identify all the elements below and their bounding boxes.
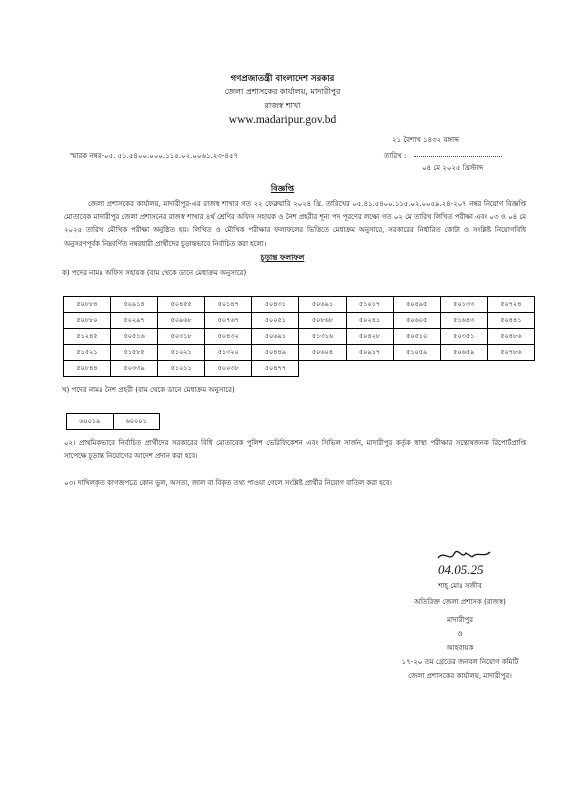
post2-table <box>66 413 160 430</box>
notice-paragraph: জেলা প্রশাসকের কার্যালয়, মাদারীপুর-এর রাজস্ব শাখার গত ২২ ফেব্রুয়ারি ২০২৪ খ্রি. তারিখের ০৫.৪১.৫৪০০.১১৫.০২.০০৫৯.২৪-২০৭ নম্বর নিয়োগ বিজ্ঞপ্তি মোতাবেক মাদারীপুর জেলা প্রশাসনের রাজস্ব শাখার ৪র্থ শ্রেণির অফিস সহায়ক ও নৈশ প্রহরীর শূন্য পদ পূরণের লক্ষ্যে গত ০২ মে তারিখ লিখিত পরীক্ষা এবং ০৩ ও ০৪ মে ২০২৫ তারিখ মৌখিক পরীক্ষা অনুষ্ঠিত হয়। লিখিত ও মৌখিক পরীক্ষার ফলাফলের ভিত্তিতে মেধাক্রম অনুসারে, সরকারের নির্ধারিত কোটা ও সংশ্লিষ্ট নিয়োগবিধি অনুসরণপূর্বক নিম্নবর্ণিত নম্বরধারী প্রার্থীদের চূড়ান্তভাবে নির্বাচিত করা হলো। <box>64 200 526 248</box>
roll-cell: ৫০৭২৪ <box>487 297 534 313</box>
roll-cell: ৫০৪৩২ <box>205 329 252 345</box>
roll-cell: ৫০৬৯১ <box>252 329 299 345</box>
roll-cell: ৫০৬০৪ <box>299 345 346 361</box>
roll-cell: ৫০৫১৬ <box>111 329 158 345</box>
table-row <box>64 345 535 361</box>
roll-cell: ৫০৪৮৬ <box>487 329 534 345</box>
table-row <box>64 297 535 313</box>
table-row <box>64 329 535 345</box>
signer-name: শাহ্ মোঃ সজীব <box>438 582 482 590</box>
signer-designation: অতিরিক্ত জেলা প্রশাসক (রাজস্ব) <box>414 598 506 606</box>
roll-cell: ৫০১৪৭ <box>205 297 252 313</box>
date-bangla: ২১ বৈশাখ ১৪৩২ বঙ্গাব্দ <box>392 136 459 144</box>
signature-date: 04.05.25 <box>438 562 484 577</box>
memo-number: স্মারক নম্বর-০৫. ৫১.৫৪০০.০০০.১১৫.০২.০০৬১.২৩-৪৫৭ <box>70 152 239 160</box>
signer-convener: আহবায়ক <box>446 644 474 652</box>
roll-cell: ৫০৮৪৪ <box>64 361 111 377</box>
empty-cell <box>346 361 393 377</box>
roll-cell: ৫১৬৪৩ <box>440 313 487 329</box>
roll-cell: ৫০৩৫১ <box>440 329 487 345</box>
signature-image <box>432 548 516 578</box>
roll-cell: ৫০৮৮০ <box>64 313 111 329</box>
date-english: ০৪ মে ২০২৫ খ্রিস্টাব্দ <box>422 164 484 172</box>
roll-cell: ৫০৪৭৭ <box>252 361 299 377</box>
roll-cell: ৫১৫৮৫ <box>111 345 158 361</box>
govt-title: গণপ্রজাতন্ত্রী বাংলাদেশ সরকার <box>230 74 335 84</box>
post2-label: খ) পদের নামঃ নৈশ প্রহরী (বাম থেকে ডানে মেধাক্রম অনুসারে) <box>62 386 235 394</box>
roll-cell: ৫০১৩৩ <box>440 297 487 313</box>
roll-cell: ৫০৪৩১ <box>252 297 299 313</box>
roll-cell: ৫০৬৯১ <box>299 297 346 313</box>
empty-cell <box>487 361 534 377</box>
signer-and: ও <box>457 630 463 638</box>
roll-cell: ৫০৩৩৯ <box>111 361 158 377</box>
date-label: তারিখ : <box>384 152 407 160</box>
roll-cell: ৫০৭৮৬ <box>487 345 534 361</box>
signer-office: জেলা প্রশাসকের কার্যালয়, মাদারীপুর। <box>408 672 512 680</box>
roll-cell: ৫০৩১৮ <box>158 329 205 345</box>
website-link[interactable]: www.madaripur.gov.bd <box>228 114 337 126</box>
roll-cell: ৫০৯৬৮ <box>158 313 205 329</box>
date-rule <box>414 156 502 157</box>
office-name: জেলা প্রশাসকের কার্যালয়, মাদারীপুর <box>224 87 341 96</box>
table-row <box>64 313 535 329</box>
table-row <box>64 361 535 377</box>
roll-cell: ৫০৬৫৯ <box>440 345 487 361</box>
empty-cell <box>440 361 487 377</box>
roll-cell: ৫০২৪১ <box>346 313 393 329</box>
empty-cell <box>299 361 346 377</box>
section-name: রাজস্ব শাখা <box>264 101 301 110</box>
post1-table <box>63 296 535 377</box>
roll-cell: ৬০০০১ <box>113 414 160 430</box>
roll-cell: ৫০০৩৮ <box>205 361 252 377</box>
condition-2: ০২। প্রাথমিকভাবে নির্বাচিত প্রার্থীদের সরকারের বিধি মোতাবেক পুলিশ ভেরিফিকেশন এবং সিভিল সার্জন, মাদারীপুর কর্তৃক স্বাস্থ্য পরীক্ষার সন্তোষজনক রিপোর্টপ্রাপ্তি সাপেক্ষে চূড়ান্ত নিয়োগের আদেশ প্রদান করা হবে। <box>64 439 526 461</box>
roll-cell: ৫০৭৬৭ <box>205 313 252 329</box>
roll-cell: ৫০৪৫৫ <box>158 297 205 313</box>
roll-cell: ৫১০৫৯ <box>393 345 440 361</box>
roll-cell: ৫০৯১৪ <box>111 297 158 313</box>
roll-cell: ৫১৩১৬ <box>299 329 346 345</box>
roll-cell: ৫১৫২১ <box>64 345 111 361</box>
roll-cell: ৫১০২১ <box>158 345 205 361</box>
roll-cell: ৫০০৫১ <box>252 313 299 329</box>
roll-cell: ৫১০১১ <box>158 361 205 377</box>
signer-place: মাদারীপুর <box>446 616 474 624</box>
roll-cell: ৬০০১৯ <box>67 414 114 430</box>
signer-committee: ১৭-২০ তম গ্রেডের জনবল নিয়োগ কমিটি <box>401 658 519 666</box>
roll-cell: ৫০৯১৭ <box>346 345 393 361</box>
roll-cell: ৫০৮৬৮ <box>299 313 346 329</box>
roll-cell: ৫০৫১০ <box>393 329 440 345</box>
notice-title: বিজ্ঞপ্তি <box>270 184 295 193</box>
roll-cell: ৫১৩২০ <box>205 345 252 361</box>
roll-cell: ৫০৪২৮ <box>346 329 393 345</box>
roll-cell: ৫০৮৮৪ <box>64 297 111 313</box>
post1-label: ক) পদের নামঃ অফিস সহায়ক (বাম থেকে ডানে মেধাক্রম অনুসারে) <box>62 269 247 277</box>
roll-cell: ৫০৪৯৫ <box>393 297 440 313</box>
roll-cell: ৫০৬০৫ <box>393 313 440 329</box>
roll-cell: ৫০৪৪৯ <box>252 345 299 361</box>
condition-3: ০৩। দাখিলকৃত কাগজপত্রে কোন ভুল, অসত্য, জাল বা বিকৃত তথ্য পাওয়া গেলে সংশ্লিষ্ট প্রার্থীর নিয়োগ বাতিল করা হবে। <box>64 479 392 487</box>
roll-cell: ৫১২৪৫ <box>64 329 111 345</box>
table-row <box>67 414 160 430</box>
roll-cell: ৫১০১৭ <box>346 297 393 313</box>
empty-cell <box>393 361 440 377</box>
roll-cell: ৫০৪৪১ <box>487 313 534 329</box>
roll-cell: ৫০২৯৭ <box>111 313 158 329</box>
result-title: চূড়ান্ত ফলাফল <box>260 253 305 262</box>
